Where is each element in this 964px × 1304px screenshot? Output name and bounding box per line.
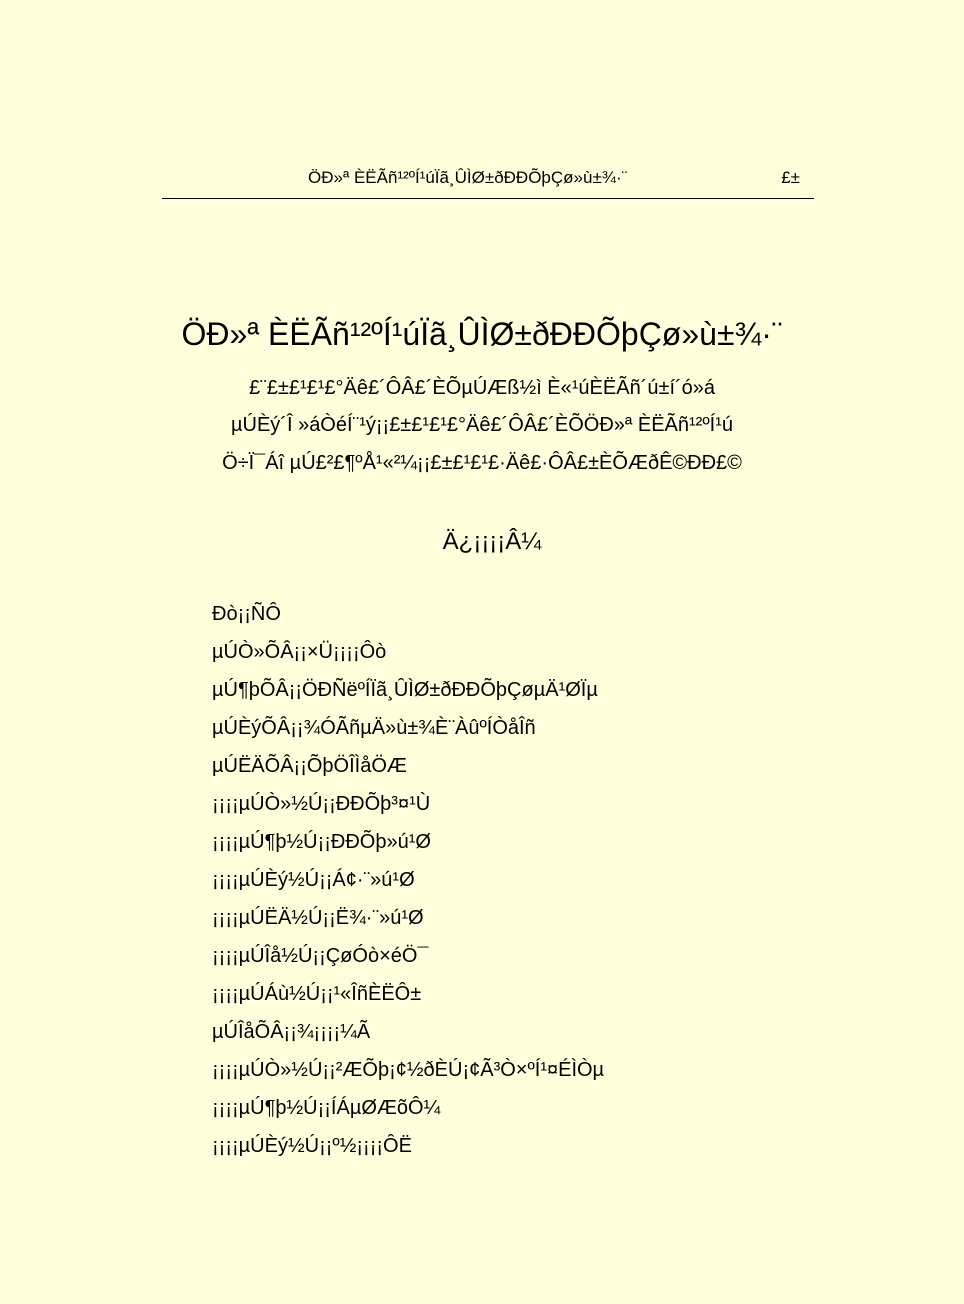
toc-item: µÚ¶þÕÂ¡¡ÖÐÑëºÍÏã¸ÛÌØ±ðÐÐÕþÇøµÄ¹ØÏµ [212,679,598,701]
toc-item: µÚÎåÕÂ¡¡¾¡¡¡¡¼Ã [212,1021,371,1043]
toc-item: ¡¡¡¡µÚËÄ½Ú¡¡Ë¾·¨»ú¹Ø [212,907,424,929]
subtitle-line: Ö÷Ï¯Áî µÚ£²£¶ºÅ¹«²¼¡¡£±£¹£¹£·Äê£·ÔÂ£±ÈÕÆðÊ©ÐÐ£© [222,452,742,474]
document-title: ÖÐ»ª ÈËÃñ¹²ºÍ¹úÏã¸ÛÌØ±ðÐÐÕþÇø»ù±¾·¨ [181,316,783,352]
toc-item: ¡¡¡¡µÚÒ»½Ú¡¡ÐÐÕþ³¤¹Ù [212,793,431,815]
toc-item: µÚÒ»ÕÂ¡¡×Ü¡¡¡¡Ôò [212,641,387,663]
toc-item: ¡¡¡¡µÚÎå½Ú¡¡ÇøÓò×éÖ¯ [212,945,429,967]
toc-item: ¡¡¡¡µÚÒ»½Ú¡¡²ÆÕþ¡¢½ðÈÚ¡¢Ã³Ò×ºÍ¹¤ÉÌÒµ [212,1059,605,1081]
table-of-contents [212,600,604,1170]
running-header [162,166,814,199]
toc-item: ¡¡¡¡µÚÁù½Ú¡¡¹«ÎñÈËÔ± [212,983,422,1005]
toc-item: µÚËÄÕÂ¡¡ÕþÖÎÌåÖÆ [212,755,407,777]
toc-item: Ðò¡¡ÑÔ [212,603,281,625]
running-header-title: ÖÐ»ª ÈËÃñ¹²ºÍ¹úÏã¸ÛÌØ±ðÐÐÕþÇø»ù±¾·¨ [308,168,628,187]
subtitle-line: £¨£±£¹£¹£°Äê£´ÔÂ£´ÈÕµÚÆß½ì È«¹úÈËÃñ´ú±í´ó»á [248,377,716,399]
toc-item: ¡¡¡¡µÚ¶þ½Ú¡¡ÐÐÕþ»ú¹Ø [212,831,431,853]
toc-item: µÚÈýÕÂ¡¡¾ÓÃñµÄ»ù±¾È¨ÀûºÍÒåÎñ [212,717,536,739]
toc-item: ¡¡¡¡µÚ¶þ½Ú¡¡ÍÁµØÆõÔ¼ [212,1097,441,1119]
subtitle-line: µÚÈý´Î »áÒéÍ¨¹ý¡¡£±£¹£¹£°Äê£´ÔÂ£´ÈÕÖÐ»ª ÈËÃñ¹²ºÍ¹ú [230,414,733,436]
toc-item: ¡¡¡¡µÚÈý½Ú¡¡º½¡¡¡¡ÔË [212,1135,412,1157]
toc-item: ¡¡¡¡µÚÈý½Ú¡¡Á¢·¨»ú¹Ø [212,869,415,891]
page-number: £± [781,168,800,187]
toc-heading: Ä¿¡¡¡¡Â¼ [442,528,542,555]
